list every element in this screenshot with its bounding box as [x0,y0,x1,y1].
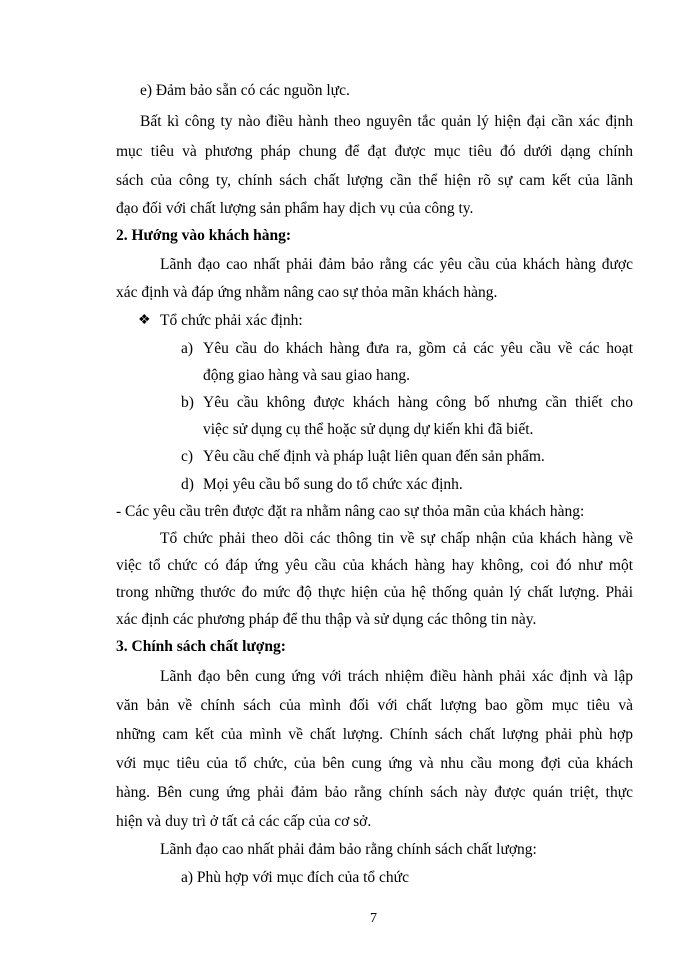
paragraph-line: Tổ chức phải theo dõi các thông tin về sự chấp nhận của khách hàng về [160,530,633,547]
list-item-line: Yêu cầu chế định và pháp luật liên quan đến sản phẩm. [203,448,545,465]
paragraph-line: hiện và duy trì ở tất cả các cấp của cơ sở. [116,813,372,830]
list-item-line: Yêu cầu do khách hàng đưa ra, gồm cả các yêu cầu về các hoạt [203,340,633,357]
paragraph-line: đạo đối với chất lượng sản phẩm hay dịch vụ của công ty. [116,200,474,217]
paragraph-line: với mục tiêu của tổ chức, của bên cung ứng và nhu cầu mong đợi của khách [116,755,633,772]
list-item-line: Mọi yêu cầu bổ sung do tổ chức xác định. [203,476,463,493]
list-marker: a) [181,340,194,357]
paragraph-line: Lãnh đạo cao nhất phải đảm bảo rằng các yêu cầu của khách hàng được [160,256,633,273]
paragraph-line: xác định và đáp ứng nhằm nâng cao sự thỏa mãn khách hàng. [116,284,498,301]
paragraph-line: sách của công ty, chính sách chất lượng cần thể hiện rõ sự cam kết của lãnh [116,172,633,189]
list-marker: c) [181,448,194,465]
bullet-text: Tổ chức phải xác định: [160,312,303,329]
paragraph-line: những cam kết của mình về chất lượng. Chính sách chất lượng phải phù hợp [116,726,633,743]
paragraph-line: hàng. Bên cung ứng phải đảm bảo rằng chính sách này được quán triệt, thực [116,784,633,801]
paragraph-line: xác định các phương pháp để thu thập và sử dụng các thông tin này. [116,611,537,628]
list-item-e: e) Đảm bảo sẵn có các nguồn lực. [140,82,350,99]
list-marker: b) [181,394,194,411]
paragraph-line: việc tổ chức có đáp ứng yêu cầu của khách hàng hay không, coi đó như một [116,557,633,574]
dash-line: - Các yêu cầu trên được đặt ra nhằm nâng cao sự thỏa mãn của khách hàng: [116,503,585,520]
paragraph-line: mục tiêu và phương pháp chung để đạt được mục tiêu đó dưới dạng chính [116,143,633,160]
diamond-bullet-icon: ❖ [138,313,151,328]
section-heading-3: 3. Chính sách chất lượng: [116,638,286,655]
paragraph-line: Bất kì công ty nào điều hành theo nguyên tắc quản lý hiện đại cần xác định [140,113,633,130]
list-item-a: a) Phù hợp với mục đích của tổ chức [181,869,409,886]
paragraph-line: văn bản về chính sách của mình đối với chất lượng bao gồm mục tiêu và [116,697,633,714]
list-item-line: việc sử dụng cụ thể hoặc sử dụng dự kiến khi đã biết. [203,421,534,438]
list-item-line: động giao hàng và sau giao hang. [203,367,411,384]
paragraph-line: trong những thước đo mức độ thực hiện của hệ thống quản lý chất lượng. Phải [116,584,633,601]
section-heading-2: 2. Hướng vào khách hàng: [116,227,292,244]
page-number: 7 [370,911,377,926]
paragraph-line: Lãnh đạo bên cung ứng với trách nhiệm điều hành phải xác định và lập [160,668,633,685]
paragraph-line: Lãnh đạo cao nhất phải đảm bảo rằng chính sách chất lượng: [160,841,537,858]
list-item-line: Yêu cầu không được khách hàng công bố nhưng cần thiết cho [203,394,633,411]
list-marker: d) [181,476,194,493]
